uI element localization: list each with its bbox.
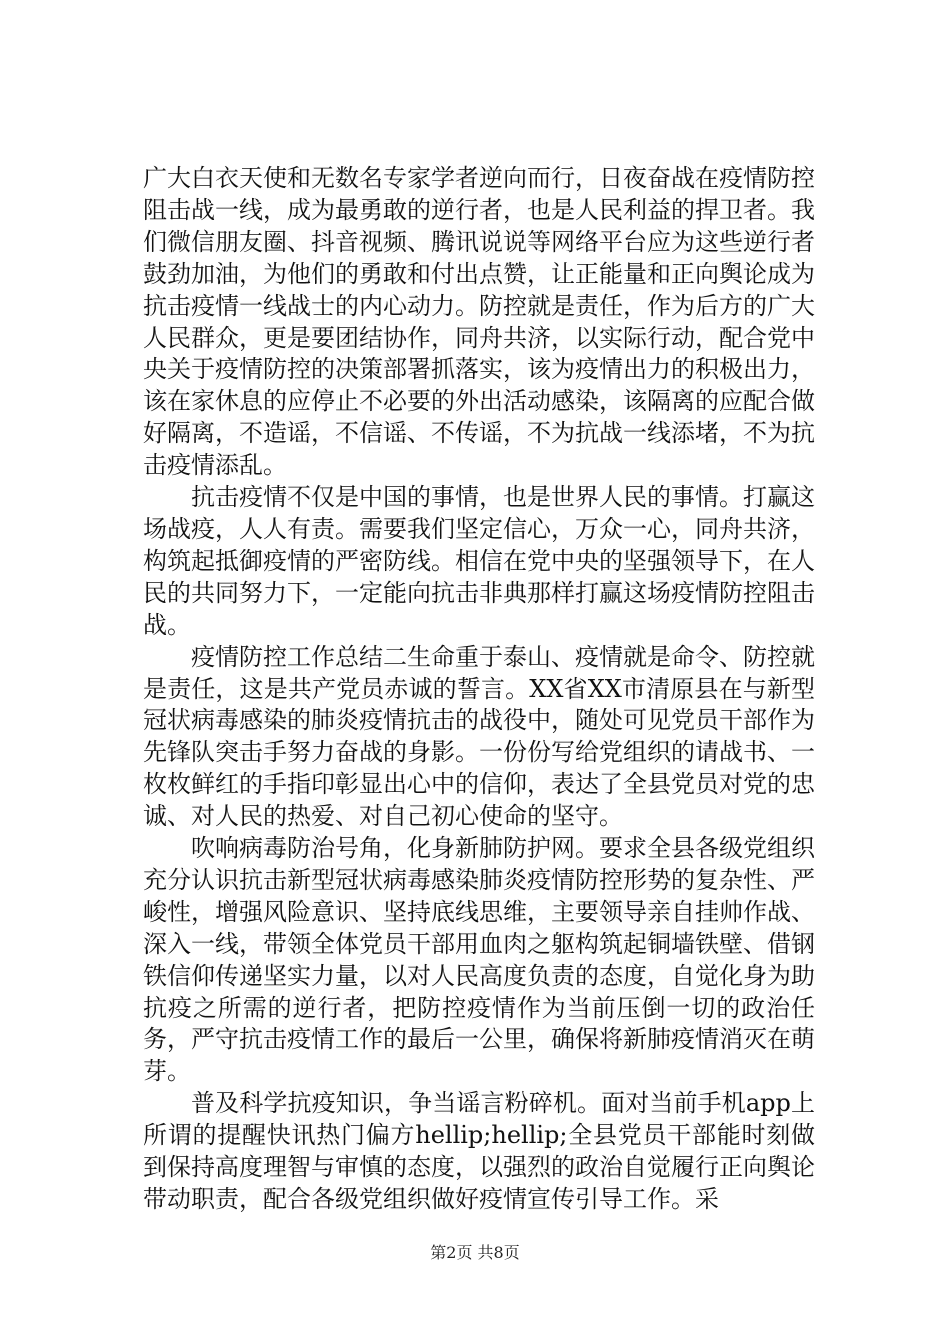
document-body <box>143 163 815 1216</box>
paragraph-4: 吹响病毒防治号角，化身新肺防护网。要求全县各级党组织充分认识抗击新型冠状病毒感染肺炎疫情防控形势的复杂性、严峻性，增强风险意识、坚持底线思维，主要领导亲自挂帅作战、深入一线，带领全体党员干部用血肉之躯构筑起铜墙铁壁、借钢铁信仰传递坚实力量，以对人民高度负责的态度，自觉化身为助抗疫之所需的逆行者，把防控疫情作为当前压倒一切的政治任务，严守抗击疫情工作的最后一公里，确保将新肺疫情消灭在萌芽。 <box>143 834 815 1086</box>
paragraph-2: 抗击疫情不仅是中国的事情，也是世界人民的事情。打赢这场战疫，人人有责。需要我们坚定信心，万众一心，同舟共济，构筑起抵御疫情的严密防线。相信在党中央的坚强领导下，在人民的共同努力下，一定能向抗击非典那样打赢这场疫情防控阻击战。 <box>143 483 815 639</box>
page-number-footer: 第2页 共8页 <box>430 1243 520 1262</box>
paragraph-3: 疫情防控工作总结二生命重于泰山、疫情就是命令、防控就是责任，这是共产党员赤诚的誓言。XX省XX市清原县在与新型冠状病毒感染的肺炎疫情抗击的战役中，随处可见党员干部作为先锋队突击手努力奋战的身影。一份份写给党组织的请战书、一枚枚鲜红的手指印彰显出心中的信仰，表达了全县党员对党的忠诚、对人民的热爱、对自己初心使命的坚守。 <box>143 642 815 831</box>
paragraph-5: 普及科学抗疫知识，争当谣言粉碎机。面对当前手机app上所谓的提醒快讯热门偏方hellip;hellip;全县党员干部能时刻做到保持高度理智与审慎的态度，以强烈的政治自觉履行正向舆论带动职责，配合各级党组织做好疫情宣传引导工作。采 <box>143 1089 815 1213</box>
paragraph-1: 广大白衣天使和无数名专家学者逆向而行，日夜奋战在疫情防控阻击战一线，成为最勇敢的逆行者，也是人民利益的捍卫者。我们微信朋友圈、抖音视频、腾讯说说等网络平台应为这些逆行者鼓劲加油，为他们的勇敢和付出点赞，让正能量和正向舆论成为抗击疫情一线战士的内心动力。防控就是责任，作为后方的广大人民群众，更是要团结协作，同舟共济，以实际行动，配合党中央关于疫情防控的决策部署抓落实，该为疫情出力的积极出力，该在家休息的应停止不必要的外出活动感染，该隔离的应配合做好隔离，不造谣，不信谣、不传谣，不为抗战一线添堵，不为抗击疫情添乱。 <box>143 164 815 480</box>
